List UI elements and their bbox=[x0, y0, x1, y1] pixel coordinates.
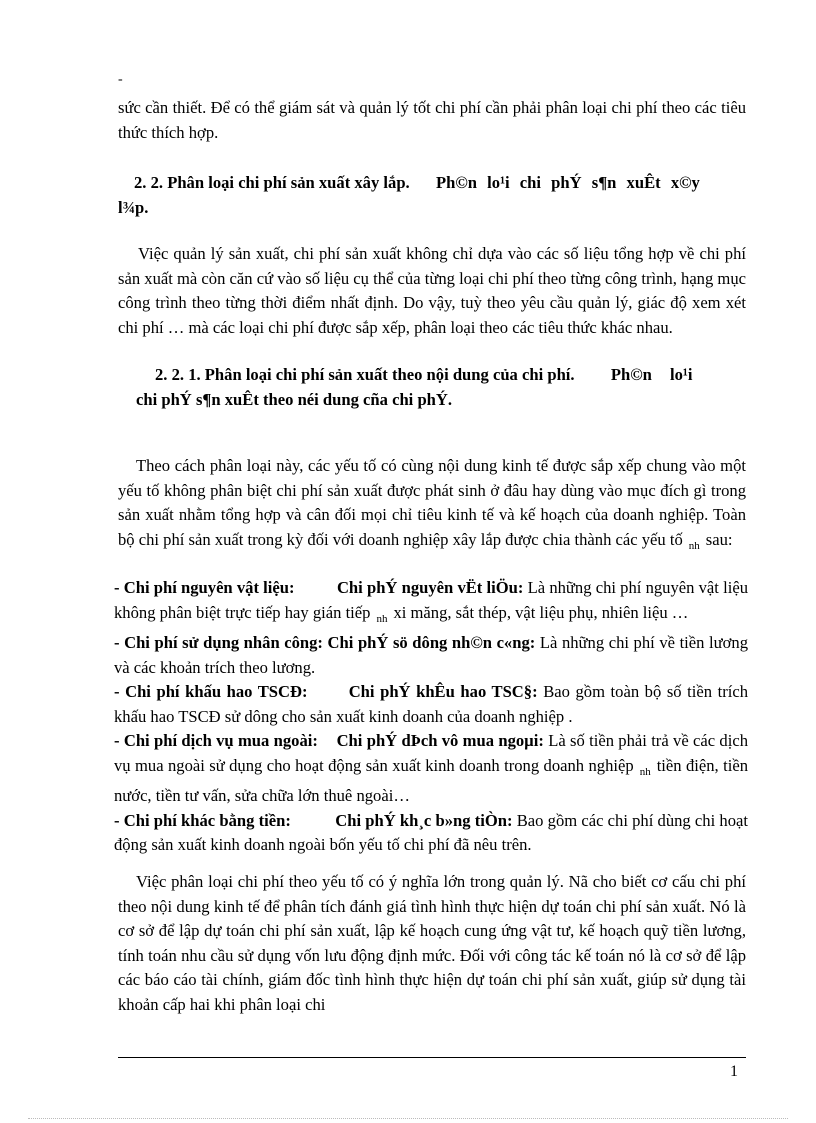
section-heading-2-2 bbox=[134, 170, 746, 195]
item-garbled: Chi phÝ nguyên vËt liÖu: bbox=[336, 578, 524, 597]
item-label: - Chi phí dịch vụ mua ngoài: bbox=[114, 731, 318, 750]
list-item bbox=[114, 576, 748, 631]
item-text: Là những chi phí về tiền lương và các khoản trích theo lương. bbox=[114, 633, 748, 677]
item-garbled: Chi phÝ kh¸c b»ng tiÒn: bbox=[335, 810, 513, 830]
heading-text: 2. 2. 1. Phân loại chi phí sản xuất theo nội dung của chi phí. bbox=[155, 365, 575, 384]
top-dash: - bbox=[118, 72, 123, 87]
item-label: - Chi phí khấu hao TSCĐ: bbox=[114, 682, 308, 701]
item-garbled: Chi phÝ dÞch vô mua ngoµi: bbox=[336, 731, 544, 750]
list-item bbox=[114, 729, 748, 809]
paragraph-tail: sau: bbox=[705, 529, 733, 549]
item-text: Bao gồm toàn bộ số tiền trích khấu hao TSCĐ sử dông cho sản xuất kinh doanh của doanh nghiệp . bbox=[114, 682, 749, 726]
item-text-continued: tiền điện, tiền nước, tiền tư vấn, sửa chữa lớn thuê ngoài… bbox=[114, 755, 749, 805]
heading-garbled-continuation: chi phÝ s¶n xuÊt theo néi dung cña chi phÝ. bbox=[136, 390, 453, 409]
item-text-continued: xi măng, sắt thép, vật liệu phụ, nhiên liệu … bbox=[393, 602, 689, 622]
list-item bbox=[114, 809, 748, 858]
paragraph-quan-ly: Việc quản lý sản xuất, chi phí sản xuất không chỉ dựa vào các số liệu tổng hợp về chi phí sản xuất mà còn căn cứ vào số liệu cụ thể của từng loại chi phí theo từng công trình, hạng mục công trình theo từng thời điểm nhất định. Do vậy, tuỳ theo yêu cầu quản lý, giác độ xem xét chi phí … mà các loại chi phí được sắp xếp, phân loại theo các tiêu thức khác nhau. bbox=[118, 244, 746, 337]
page-bottom-border bbox=[28, 1118, 788, 1119]
item-garbled: Chi phÝ sö dông nh©n c«ng: bbox=[327, 633, 536, 652]
intro-paragraph: sức cần thiết. Để có thể giám sát và quản lý tốt chi phí cần phải phân loại chi phí theo các tiêu thức thích hợp. bbox=[118, 98, 746, 142]
paragraph-main-text: Theo cách phân loại này, các yếu tố có cùng nội dung kinh tế được sắp xếp chung vào một yếu tố không phân biệt chi phí sản xuất được phát sinh ở đâu hay dùng vào mục đích gì trong sản xuất nhằm tổng hợp và cân đối mọi chỉ tiêu kinh tế và kế hoạch của doanh nghiệp. Toàn bộ chi phí sản xuất trong kỳ đối với doanh nghiệp xây lắp được chia thành các yếu tố bbox=[118, 456, 746, 549]
item-garbled: Chi phÝ khÊu hao TSC§: bbox=[348, 682, 538, 701]
heading-text: 2. 2. Phân loại chi phí sản xuất xây lắp. bbox=[134, 173, 410, 192]
item-text: Là những chi phí nguyên vật liệu không phân biệt trực tiếp hay gián tiếp bbox=[114, 578, 748, 622]
item-label: - Chi phí sử dụng nhân công: bbox=[114, 633, 323, 652]
cost-element-list bbox=[114, 576, 748, 858]
heading-garbled: Ph©n lo¹i bbox=[610, 365, 693, 384]
subscript-nh: nh bbox=[688, 539, 700, 552]
item-label: - Chi phí nguyên vật liệu: bbox=[114, 578, 295, 597]
item-label: - Chi phí khác bằng tiền: bbox=[114, 810, 291, 830]
subscript-nh: nh bbox=[376, 612, 388, 625]
item-text: Bao gồm các chi phí dùng chi hoạt động sản xuất kinh doanh ngoài bốn yếu tố chi phí đã nêu trên. bbox=[114, 810, 748, 854]
heading-garbled-continuation: l¾p. bbox=[118, 198, 149, 217]
item-text: Là số tiền phải trả về các dịch vụ mua ngoài sử dụng cho hoạt động sản xuất kinh doanh trong doanh nghiệp bbox=[114, 731, 748, 775]
list-item bbox=[114, 680, 748, 729]
list-item bbox=[114, 631, 748, 680]
paragraph-phan-loai bbox=[118, 454, 746, 558]
section-heading-2-2-1 bbox=[155, 362, 748, 387]
page-number: 1 bbox=[730, 1063, 738, 1080]
footer-rule bbox=[118, 1057, 746, 1058]
heading-garbled: Ph©n lo¹i chi phÝ s¶n xuÊt x©y bbox=[436, 173, 700, 192]
paragraph-y-nghia: Việc phân loại chi phí theo yếu tố có ý nghĩa lớn trong quản lý. Nã cho biết cơ cấu chi phí theo nội dung kinh tế để phân tích đánh giá tình hình thực hiện dự toán chi phí sản xuất. Nó là cơ sở để lập dự toán chi phí sản xuất, lập kế hoạch cung ứng vật tư, kế hoạch quỹ tiền lương, tính toán nhu cầu sử dụng vốn lưu động định mức. Đối với công tác kế toán nó là cơ sở để lập các báo cáo tài chính, giám đốc tình hình thực hiện dự toán chi phí sản xuất, giúp sử dụng tài khoản cấp hai khi phân loại chi bbox=[118, 872, 746, 1014]
subscript-nh: nh bbox=[639, 765, 651, 778]
